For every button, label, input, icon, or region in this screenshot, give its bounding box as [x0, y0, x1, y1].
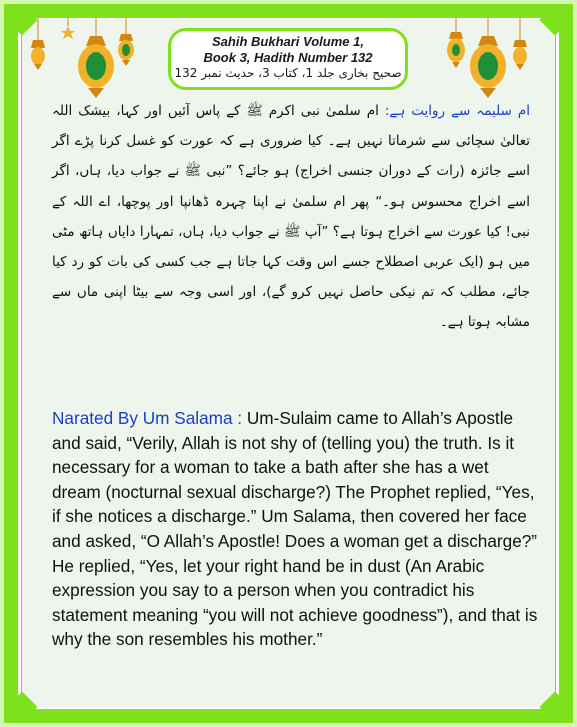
- title-line-urdu: صحیح بخاری جلد 1، کتاب 3، حدیث نمبر 132: [174, 66, 402, 80]
- star-icon: [61, 26, 75, 39]
- lantern-icon: [30, 18, 160, 102]
- urdu-narrator: ام سلیمہ سے روایت ہے:: [384, 103, 530, 119]
- urdu-translation: [52, 96, 530, 338]
- lantern-icon: [470, 36, 506, 98]
- english-translation: [52, 406, 542, 652]
- lantern-icon: [31, 40, 45, 70]
- lantern-icon: [418, 18, 548, 102]
- lantern-icon: [513, 40, 527, 70]
- title-box: [168, 28, 408, 90]
- english-narrator: Narated By Um Salama :: [52, 408, 243, 428]
- lantern-icon: [447, 32, 465, 68]
- lantern-icon: [78, 36, 114, 98]
- title-line-2: Book 3, Hadith Number 132: [203, 50, 373, 65]
- lantern-icon: [118, 34, 134, 66]
- title-line-1: Sahih Bukhari Volume 1,: [212, 34, 364, 49]
- urdu-body: ام سلمیٰ نبی اکرم ﷺ کے پاس آئیں اور کہا، بیشک اللہ تعالیٰ سچائی سے شرماتا نہیں ہے۔ کیا ضروری ہے کہ عورت کو غسل کرنا پڑے اگر اسے جائزہ (رات کے دوران جنسی اخراج) ہو جائے؟ ”نبی ﷺ نے جواب دیا، ہاں، اگر اسے اخراج محسوس ہو۔“ پھر ام سلمیٰ نے اپنا چہرہ ڈھانپا اور پوچھا، اے اللہ کے نبی! کیا عورت سے اخراج ہوتا ہے؟ ”آپ ﷺ نے جواب دیا، ہاں، تمہارا دایاں ہاتھ مٹی میں ہو (ایک عربی اصطلاح جسے اس وقت کہا جاتا ہے جب کسی کی بات کو رد کیا جائے، مطلب کہ تم نیکی حاصل نہیں کرو گے)، اور اسی وجہ سے بیٹا اپنی ماں سے مشابہ ہوتا ہے۔: [52, 103, 530, 331]
- english-body: Um-Sulaim came to Allah’s Apostle and said, “Verily, Allah is not shy of (telling you) the truth. Is it necessary for a woman to take a bath after she has a wet dream (nocturnal sexual discharge?) The Prophet replied, “Yes, if she notices a discharge.” Um Salama, then covered her face and asked, “O Allah’s Apostle! Does a woman get a discharge?” He replied, “Yes, let your right hand be in dust (An Arabic expression you say to a person when you contradict his statement meaning “you will not achieve goodness”), and that is why the son resembles his mother.”: [52, 408, 538, 650]
